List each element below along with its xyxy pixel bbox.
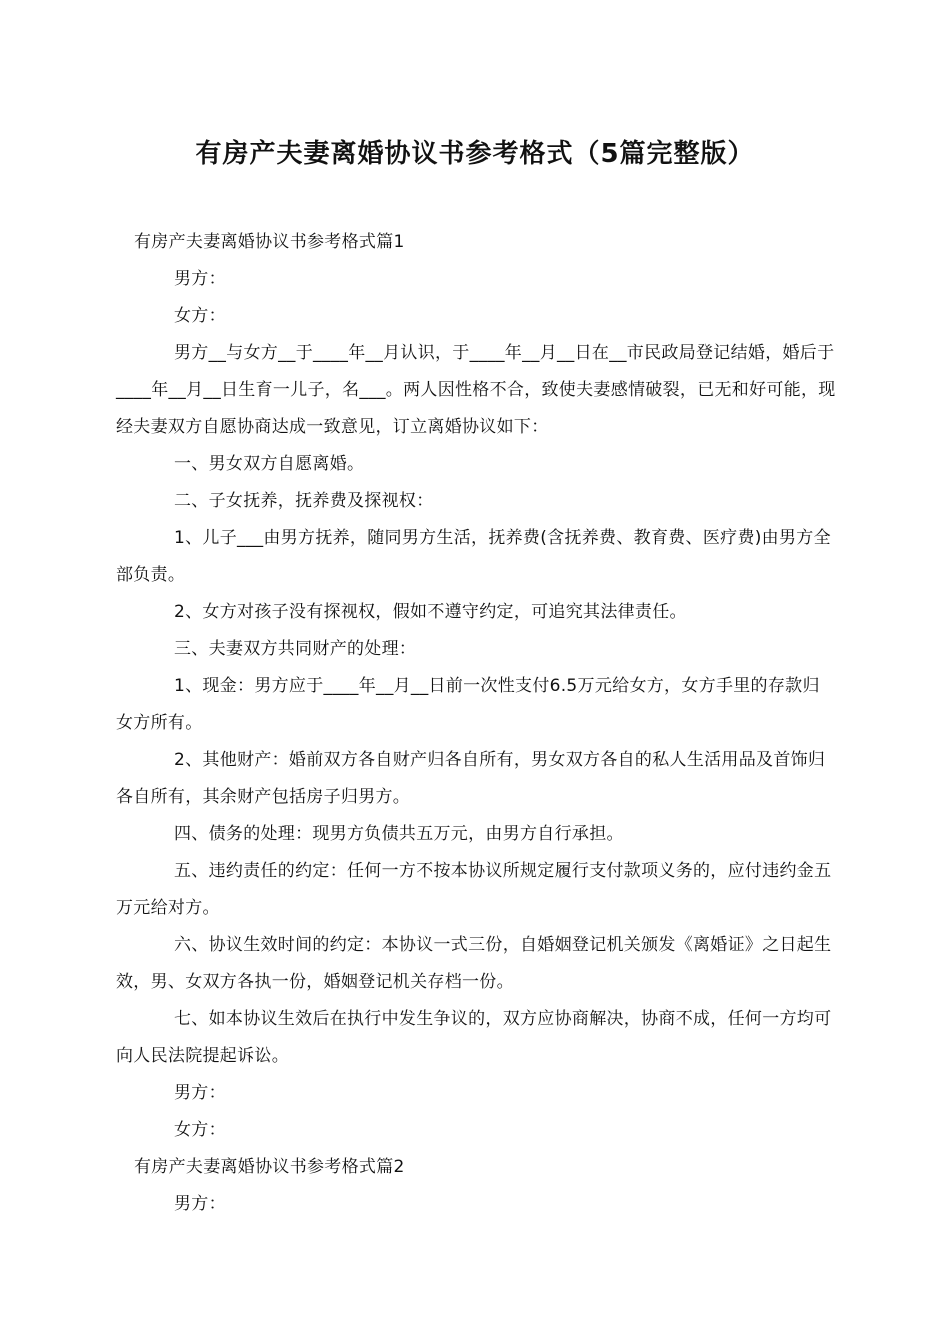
clause-paragraph: 七、如本协议生效后在执行中发生争议的，双方应协商解决，协商不成，任何一方均可向人民法院提起诉讼。 bbox=[116, 1009, 832, 1066]
female-party-line: 女方： bbox=[174, 306, 226, 326]
clause-paragraph: 2、女方对孩子没有探视权，假如不遵守约定，可追究其法律责任。 bbox=[174, 602, 687, 622]
clause-paragraph: 四、债务的处理：现男方负债共五万元，由男方自行承担。 bbox=[174, 824, 624, 844]
male-party-line: 男方： bbox=[174, 1194, 226, 1214]
male-party-signature: 男方： bbox=[174, 1083, 226, 1103]
section-heading-2: 有房产夫妻离婚协议书参考格式篇2 bbox=[134, 1157, 405, 1177]
clause-paragraph: 五、违约责任的约定：任何一方不按本协议所规定履行支付款项义务的，应付违约金五万元给对方。 bbox=[116, 861, 832, 918]
male-party-line: 男方： bbox=[174, 269, 226, 289]
intro-paragraph: 男方__与女方__于____年__月认识，于____年__月__日在__市民政局登记结婚，婚后于____年__月__日生育一儿子，名___。两人因性格不合，致使夫妻感情破裂，已无和好可能，现经夫妻双方自愿协商达成一致意见，订立离婚协议如下： bbox=[116, 343, 836, 437]
clause-paragraph: 1、现金：男方应于____年__月__日前一次性支付6.5万元给女方，女方手里的存款归女方所有。 bbox=[116, 676, 820, 733]
clause-paragraph: 二、子女抚养，抚养费及探视权： bbox=[174, 491, 434, 511]
document-body bbox=[116, 224, 836, 1223]
clause-paragraph: 2、其他财产：婚前双方各自财产归各自所有，男女双方各自的私人生活用品及首饰归各自所有，其余财产包括房子归男方。 bbox=[116, 750, 826, 807]
clause-paragraph: 六、协议生效时间的约定：本协议一式三份，自婚姻登记机关颁发《离婚证》之日起生效，男、女双方各执一份，婚姻登记机关存档一份。 bbox=[116, 935, 832, 992]
female-party-signature: 女方： bbox=[174, 1120, 226, 1140]
document-title: 有房产夫妻离婚协议书参考格式（5篇完整版） bbox=[195, 139, 755, 169]
clause-paragraph: 1、儿子___由男方抚养，随同男方生活，抚养费(含抚养费、教育费、医疗费)由男方全部负责。 bbox=[116, 528, 831, 585]
section-heading-1: 有房产夫妻离婚协议书参考格式篇1 bbox=[134, 232, 405, 252]
clause-paragraph: 三、夫妻双方共同财产的处理： bbox=[174, 639, 417, 659]
clause-paragraph: 一、男女双方自愿离婚。 bbox=[174, 454, 365, 474]
